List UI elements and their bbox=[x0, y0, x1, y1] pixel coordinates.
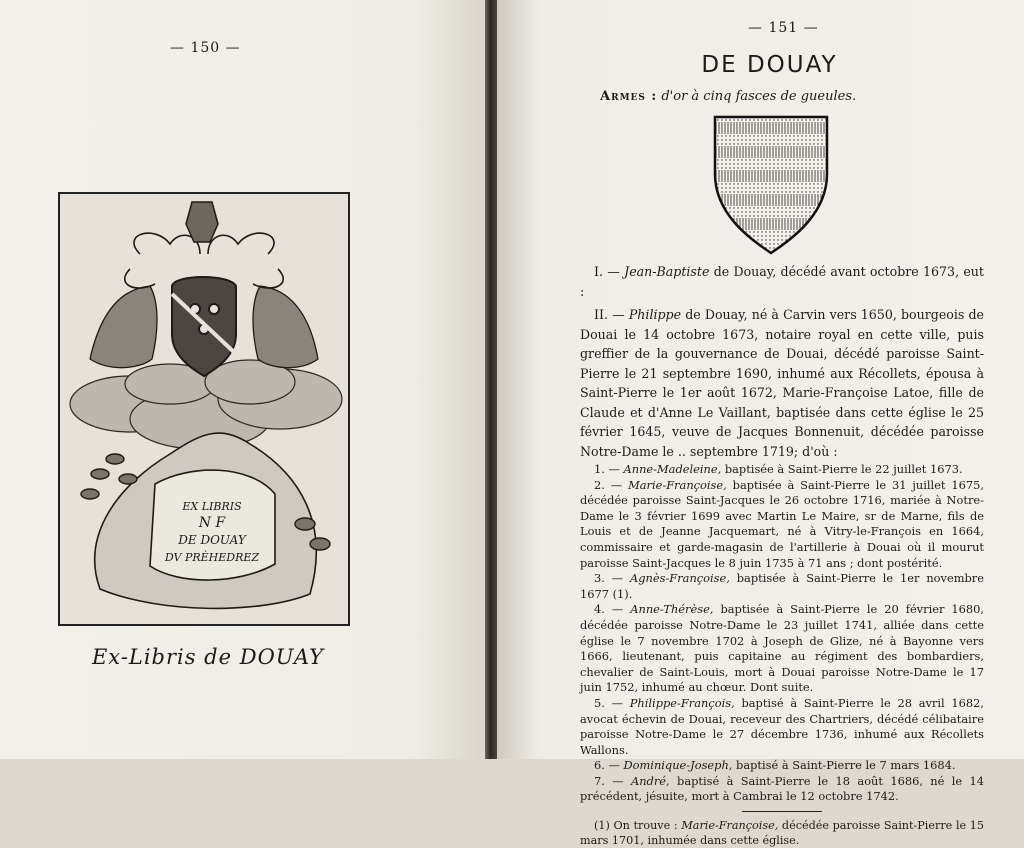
child-text: baptisé à Saint-Pierre le 18 août 1686, né le 14 précédent, jésuite, mort à Cambrai le 12 octobre 1742. bbox=[580, 773, 984, 804]
genealogy-text bbox=[580, 262, 984, 848]
child-number: 4. — bbox=[594, 602, 624, 617]
child-name: Marie-Françoise, bbox=[628, 477, 727, 492]
footnote-name: Marie-Françoise, bbox=[681, 819, 779, 833]
arms-blazon: d'or à cinq fasces de gueules. bbox=[661, 89, 857, 104]
footnote-lead: (1) On trouve : bbox=[594, 819, 678, 833]
plate-text-line4: DV PRÈHEDREZ bbox=[164, 551, 260, 564]
child-entry bbox=[580, 478, 984, 572]
child-text: baptisée à Saint-Pierre le 22 juillet 1673. bbox=[724, 462, 963, 476]
generation-1-text: de Douay, décédé avant octobre 1673, eut : bbox=[580, 264, 984, 299]
children-list bbox=[580, 462, 984, 805]
child-number: 2. — bbox=[594, 477, 623, 492]
child-number: 6. — bbox=[594, 758, 620, 773]
plate-text-line1: EX LIBRIS bbox=[182, 500, 242, 513]
child-entry bbox=[580, 758, 984, 774]
ex-libris-caption: Ex-Libris de DOUAY bbox=[91, 645, 325, 669]
child-entry bbox=[580, 774, 984, 805]
child-name: Agnès-Françoise, bbox=[630, 571, 730, 586]
footnote bbox=[580, 818, 984, 848]
child-entry bbox=[580, 602, 984, 696]
child-text: baptisé à Saint-Pierre le 7 mars 1684. bbox=[736, 758, 956, 773]
bookplate-illustration bbox=[60, 194, 348, 624]
child-number: 3. — bbox=[594, 571, 624, 586]
child-number: 5. — bbox=[594, 695, 624, 710]
generation-1-number: I. — bbox=[594, 264, 620, 279]
page-title: DE DOUAY bbox=[701, 52, 838, 78]
plate-text-line2: N F bbox=[198, 515, 226, 531]
page-number-left: — 150 — bbox=[170, 40, 241, 56]
generation-1-name: Jean-Baptiste bbox=[624, 264, 710, 279]
generation-2-name: Philippe bbox=[628, 307, 682, 322]
left-page bbox=[0, 0, 485, 759]
child-number: 1. — bbox=[594, 462, 620, 476]
ex-libris-engraving bbox=[58, 192, 350, 626]
child-entry bbox=[580, 571, 984, 602]
child-entry bbox=[580, 696, 984, 758]
child-text: baptisé à Saint-Pierre le 28 avril 1682, avocat échevin de Douai, receveur des Chartriers, décédé célibataire paroisse Notre-Dame le 27 décembre 1736, inhumé aux Récollets Wallons. bbox=[580, 695, 985, 757]
book-gutter bbox=[485, 0, 497, 759]
child-text: baptisée à Saint-Pierre le 1er novembre 1677 (1). bbox=[580, 571, 984, 601]
child-text: baptisée à Saint-Pierre le 31 juillet 1675, décédée paroisse Saint-Jacques le 26 octobre 1716, mariée à Notre-Dame le 3 février 1699 avec Martin Le Maire, sr de Marne, fils de Louis et de Jeanne Jacquemart, né à Vitry-le-François en 1664, commissaire et garde-magasin de l'artillerie à Douai où il mourut paroisse Saint-Jacques le 8 juin 1735 à 71 ans ; dont postérité. bbox=[580, 477, 985, 570]
page-number-right: — 151 — bbox=[748, 20, 819, 36]
child-name: Philippe-François, bbox=[629, 695, 735, 710]
child-number: 7. — bbox=[594, 773, 624, 788]
arms-line bbox=[600, 89, 856, 104]
child-name: Anne-Thérèse, bbox=[630, 602, 714, 617]
child-name: André, bbox=[631, 773, 670, 788]
arms-label: Armes : bbox=[600, 89, 658, 104]
generation-1 bbox=[580, 262, 984, 301]
child-text: baptisée à Saint-Pierre le 20 février 1680, décédée paroisse Notre-Dame le 23 juillet 1741, alliée dans cette église le 7 novembre 1702 à Joseph de Glize, né à Bayonne vers 1666, lieutenant, puis capitaine au régiment des bombardiers, chevalier de Saint-Louis, mort à Douai paroisse Notre-Dame le 17 juin 1752, inhumé au chœur. Dont suite. bbox=[580, 602, 985, 695]
generation-2-text: de Douay, né à Carvin vers 1650, bourgeois de Douai le 14 octobre 1673, notaire royal en cette ville, puis greffier de la gouvernance de Douai, décédé paroisse Saint-Pierre le 21 septembre 1690, inhumé aux Récollets, épousa à Saint-Pierre le 1er août 1672, Marie-Françoise Latoe, fille de Claude et d'Anne Le Vaillant, baptisée dans cette église le 25 février 1645, veuve de Jacques Bonnenuit, décédée paroisse Notre-Dame le .. septembre 1719; d'où : bbox=[580, 307, 984, 459]
child-entry bbox=[580, 462, 984, 478]
plate-text-line3: DE DOUAY bbox=[178, 533, 246, 547]
coat-of-arms-shield bbox=[712, 114, 830, 256]
child-name: Anne-Madeleine, bbox=[623, 462, 722, 476]
generation-2 bbox=[580, 305, 984, 461]
generation-2-number: II. — bbox=[594, 307, 625, 322]
footnote-text: décédée paroisse Saint-Pierre le 15 mars 1701, inhumée dans cette église. bbox=[580, 819, 985, 848]
child-name: Dominique-Joseph, bbox=[623, 758, 733, 773]
footnote-rule bbox=[742, 811, 822, 812]
